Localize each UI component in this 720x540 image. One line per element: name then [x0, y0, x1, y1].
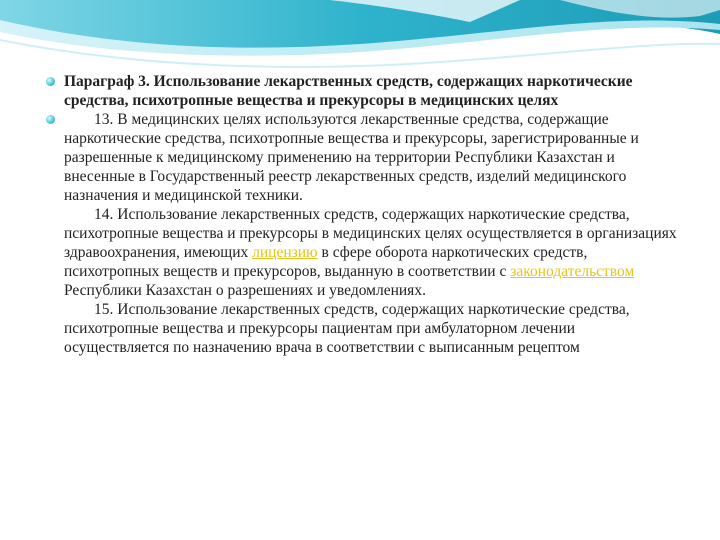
paragraph-14-text-3: Республики Казахстан о разрешениях и уведомлениях. [64, 282, 426, 299]
body-item [42, 110, 682, 357]
paragraph-14 [64, 205, 682, 300]
paragraph-13: 13. В медицинских целях используются лекарственные средства, содержащие наркотические средства, психотропные вещества и прекурсоры, зарегистрированные и разрешенные к медицинскому применению на территории Республики Казахстан и внесенные в Государственный реестр лекарственных средств, изделий медицинского назначения и медицинской техники. [64, 111, 639, 204]
paragraph-14-text-2: в сфере оборота наркотических средств, психотропных веществ и прекурсоров, выданную в соответствии с [64, 244, 588, 280]
slide-content [42, 72, 682, 357]
paragraph-15: 15. Использование лекарственных средств, содержащих наркотические средства, психотропные вещества и прекурсоры пациентам при амбулаторном лечении осуществляется по назначению врача в соответствии с выписанным рецептом [64, 301, 630, 356]
legislation-link[interactable]: законодательством [510, 263, 635, 280]
heading-item [42, 72, 682, 110]
paragraph-14-text-1: 14. Использование лекарственных средств, содержащих наркотические средства, психотропные вещества и прекурсоры в медицинских целях осуществляется в организациях здравоохранения, имеющих [64, 206, 677, 261]
section-heading: Параграф 3. Использование лекарственных средств, содержащих наркотические средства, психотропные вещества и прекурсоры в медицинских целях [64, 73, 633, 109]
license-link[interactable]: лицензию [252, 244, 318, 261]
header-wave-decoration [0, 0, 720, 80]
bullet-icon [46, 77, 55, 86]
bullet-icon [46, 115, 55, 124]
